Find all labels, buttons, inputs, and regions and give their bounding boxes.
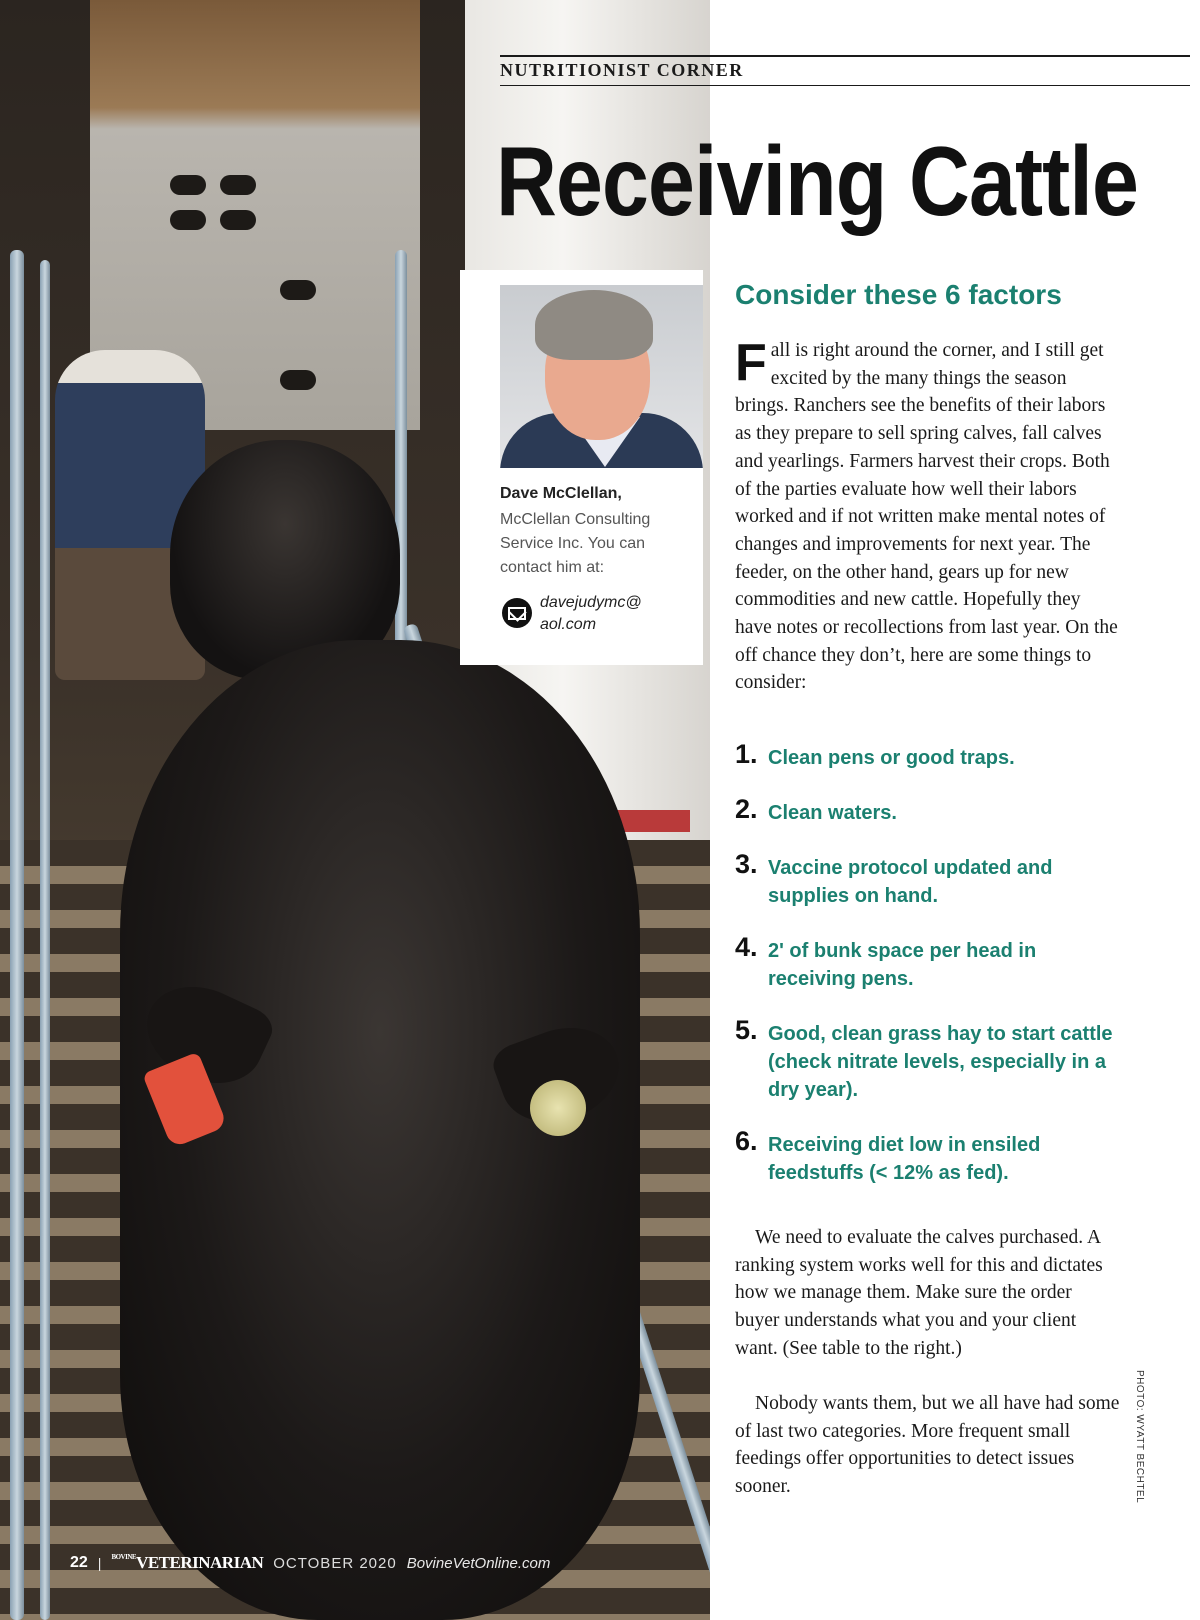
author-hair (535, 290, 653, 360)
list-item (735, 1015, 1155, 1104)
vent-slot (220, 210, 256, 230)
drop-cap: F (735, 334, 767, 392)
author-email[interactable] (540, 592, 680, 636)
list-item (735, 794, 1155, 827)
factor-list (735, 739, 1155, 1214)
magazine-logo-prefix: BOVINE (111, 1553, 137, 1561)
factor-text: Receiving diet low in ensiled feedstuffs (< 12% as fed). (768, 1134, 1041, 1184)
rubric-rule (500, 55, 1190, 57)
magazine-logo (111, 1553, 263, 1573)
factor-number: 2. (735, 794, 758, 824)
factor-text: Clean pens or good traps. (768, 747, 1015, 769)
ear-tag (530, 1080, 586, 1136)
list-item (735, 739, 1155, 772)
author-photo (500, 285, 703, 468)
factor-text: Good, clean grass hay to start cattle (check nitrate levels, especially in a dry year). (768, 1023, 1113, 1101)
author-bio: McClellan Consulting Service Inc. You can contact him at: (500, 511, 651, 576)
vent-slot (220, 175, 256, 195)
factor-text: Clean waters. (768, 802, 897, 824)
page-footer (70, 1551, 550, 1575)
list-item (735, 1126, 1155, 1187)
list-item (735, 849, 1155, 910)
factor-text: Vaccine protocol updated and supplies on hand. (768, 857, 1053, 907)
vent-slot (280, 280, 316, 300)
intro-text: all is right around the corner, and I still get excited by the many things the season brings. Ranchers see the benefits of their labors as they prepare to sell spring calves, fall calves and yearlings. Farmers harvest their crops. Both of the parties evaluate how well their labors worked and if not written make mental notes of changes and improvements for next year. The feeder, on the other hand, gears up for new commodities and new cattle. Hopefully they have notes or recollections from last year. On the off chance they don’t, here are some things to consider: (735, 340, 1118, 694)
footer-separator: | (97, 1555, 102, 1571)
headline: Receiving Cattle (496, 126, 1138, 236)
photo-credit: PHOTO: WYATT BECHTEL (1134, 1370, 1145, 1504)
page-number: 22 (70, 1554, 88, 1571)
magazine-logo-name: VETERINARIAN (136, 1553, 264, 1572)
list-item (735, 932, 1155, 993)
chute-rail (10, 250, 24, 1620)
intro-paragraph (735, 334, 1120, 697)
author-name: Dave McClellan, (500, 485, 622, 502)
vent-slot (170, 210, 206, 230)
body-paragraph: We need to evaluate the calves purchased. A ranking system works well for this and dictates how we manage them. Make sure the order buyer understands what you and your client want. (See table to the right.) (735, 1227, 1103, 1359)
body-paragraph: Nobody wants them, but we all have had some of last two categories. More frequent small feedings offer opportunities to detect issues sooner. (735, 1393, 1120, 1498)
author-email-line: aol.com (540, 616, 597, 633)
factor-number: 3. (735, 849, 758, 879)
site-link[interactable]: BovineVetOnline.com (406, 1554, 551, 1572)
subhead: Consider these 6 factors (735, 279, 1062, 310)
vent-slot (170, 175, 206, 195)
factor-number: 4. (735, 932, 758, 962)
author-email-line: davejudymc@ (540, 594, 642, 611)
factor-number: 6. (735, 1126, 758, 1156)
issue-date: OCTOBER 2020 (273, 1554, 397, 1572)
author-box (460, 270, 703, 665)
vent-slot (280, 370, 316, 390)
factor-number: 5. (735, 1015, 758, 1045)
factor-text: 2' of bunk space per head in receiving pens. (768, 940, 1037, 990)
section-rubric: NUTRITIONIST CORNER (500, 60, 744, 80)
chute-rail (40, 260, 50, 1620)
rubric-rule (500, 85, 1190, 86)
factor-number: 1. (735, 739, 758, 769)
mail-icon (502, 598, 532, 628)
